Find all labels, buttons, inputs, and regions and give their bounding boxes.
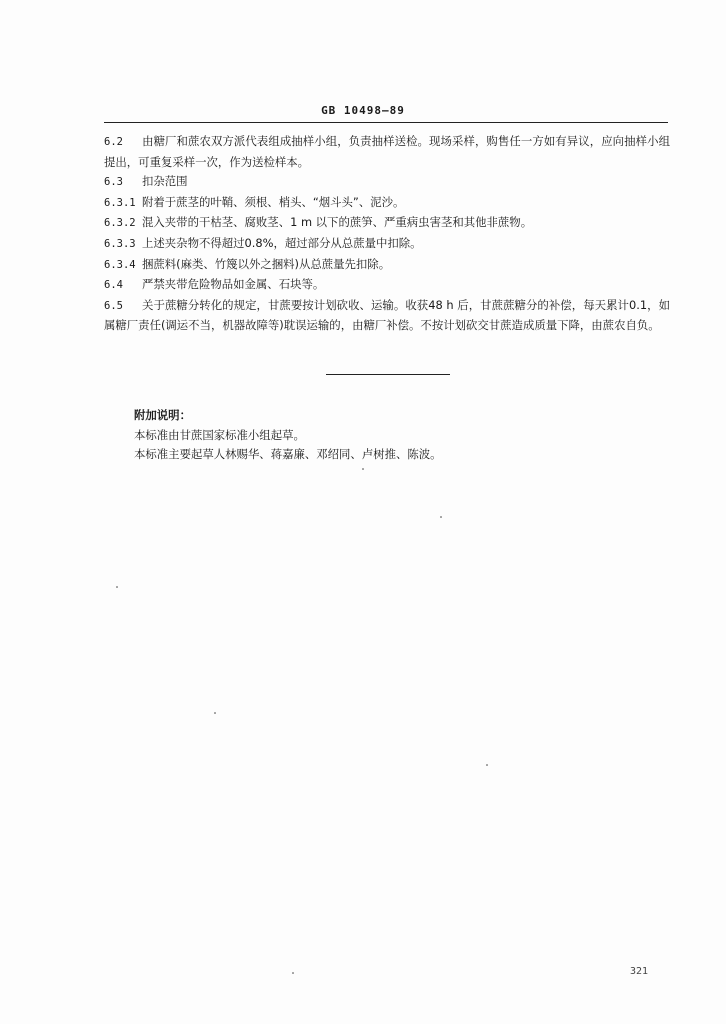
appendix-notes xyxy=(120,406,442,465)
clause-text: 附着于蔗茎的叶鞘、须根、梢头、“烟斗头”、泥沙。 xyxy=(142,194,405,209)
scan-speck xyxy=(486,764,488,766)
clause-number: 6.3.2 xyxy=(104,217,136,230)
body-text xyxy=(104,132,670,336)
clause-6-3-3 xyxy=(104,234,670,255)
clause-6-3-2 xyxy=(104,213,670,234)
clause-number: 6.3.1 xyxy=(104,196,136,209)
clause-number: 6.3.3 xyxy=(104,237,136,250)
clause-number: 6.4 xyxy=(104,279,123,292)
scan-speck xyxy=(362,468,364,470)
standard-code-header: GB 10498—89 xyxy=(321,104,405,117)
scan-speck xyxy=(440,516,442,518)
appendix-line: 本标准由甘蔗国家标准小组起草。 xyxy=(134,427,305,442)
clause-6-4 xyxy=(104,275,670,296)
clause-text: 严禁夹带危险物品如金属、石块等。 xyxy=(142,277,325,292)
scan-speck xyxy=(116,586,118,588)
clause-text: 扣杂范围 xyxy=(142,174,188,189)
header-rule xyxy=(104,122,668,123)
clause-text: 由糖厂和蔗农双方派代表组成抽样小组，负责抽样送检。现场采样，购售任一方如有异议，应向抽样小组提出，可重复采样一次，作为送检样本。 xyxy=(104,134,670,169)
clause-6-5 xyxy=(104,296,670,336)
section-divider xyxy=(326,374,450,375)
clause-text: 捆蔗料(麻类、竹篾以外之捆料)从总蔗量先扣除。 xyxy=(142,256,391,271)
clause-6-3-4 xyxy=(104,255,670,276)
clause-text: 混入夹带的干枯茎、腐败茎、1 m 以下的蔗笋、严重病虫害茎和其他非蔗物。 xyxy=(142,215,533,230)
appendix-line: 本标准主要起草人林赐华、蒋嘉廉、邓绍同、卢树推、陈波。 xyxy=(134,447,442,461)
clause-number: 6.3.4 xyxy=(104,258,136,271)
clause-text: 关于蔗糖分转化的规定，甘蔗要按计划砍收、运输。收获48 h 后，甘蔗蔗糖分的补偿，每天累计0.1，如属糖厂责任(调运不当，机器故障等)耽误运输的，由糖厂补偿。不按计划砍交甘蔗造成质量下降，由蔗农自负。 xyxy=(104,297,670,333)
scan-speck xyxy=(214,712,216,714)
clause-6-3-1 xyxy=(104,193,670,214)
clause-number: 6.2 xyxy=(104,136,123,148)
clause-number: 6.5 xyxy=(104,299,123,312)
appendix-title: 附加说明： xyxy=(134,408,191,422)
clause-6-3 xyxy=(104,172,670,193)
clause-text: 上述夹杂物不得超过0.8%，超过部分从总蔗量中扣除。 xyxy=(142,235,422,250)
page-number: 321 xyxy=(630,966,649,977)
scan-speck xyxy=(292,972,294,974)
clause-6-2 xyxy=(104,132,670,172)
clause-number: 6.3 xyxy=(104,176,123,189)
